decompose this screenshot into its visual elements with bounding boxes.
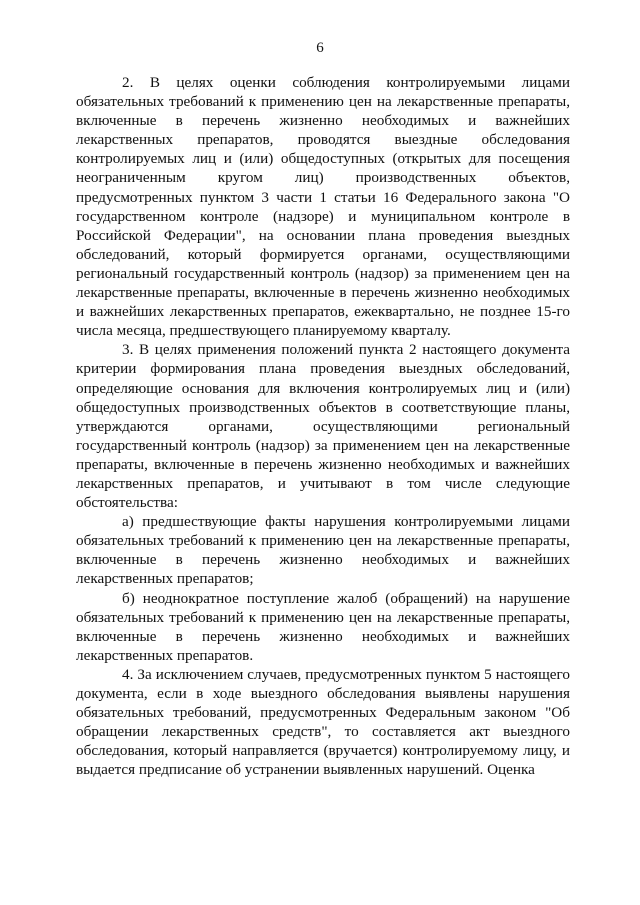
paragraph-subitem-b: б) неоднократное поступление жалоб (обращений) на нарушение обязательных требований к применению цен на лекарственные препараты, включенные в перечень жизненно необходимых и важнейших лекарственных препаратов. (76, 589, 570, 664)
paragraph-item-3: 3. В целях применения положений пункта 2 настоящего документа критерии формирования плана проведения выездных обследований, определяющие основания для включения контролируемых лиц и (или) общедоступных производственных объектов в соответствующие планы, утверждаются органами, осуществляющими региональный государственный контроль (надзор) за применением цен на лекарственные препараты, включенные в перечень жизненно необходимых и важнейших лекарственных препаратов, и учитывают в том числе следующие обстоятельства: (76, 341, 570, 512)
paragraph-item-4: 4. За исключением случаев, предусмотренных пунктом 5 настоящего документа, если в ходе выездного обследования выявлены нарушения обязательных требований, предусмотренных Федеральным законом "Об обращении лекарственных средств", то составляется акт выездного обследования, который направляется (вручается) контролируемому лицу, и выдается предписание об устранении выявленных нарушений. Оценка (76, 665, 570, 779)
paragraph-subitem-a: а) предшествующие факты нарушения контролируемыми лицами обязательных требований к применению цен на лекарственные препараты, включенные в перечень жизненно необходимых и важнейших лекарственных препаратов; (76, 513, 570, 588)
paragraph-item-2: 2. В целях оценки соблюдения контролируемыми лицами обязательных требований к применению цен на лекарственные препараты, включенные в перечень жизненно необходимых и важнейших лекарственных препаратов, проводятся выездные обследования контролируемых лиц и (или) общедоступных (открытых для посещения неограниченным кругом лиц) производственных объектов, предусмотренных пунктом 3 части 1 статьи 16 Федерального закона "О государственном контроле (надзоре) и муниципальном контроле в Российской Федерации", на основании плана проведения выездных обследований, который формируется органами, осуществляющими региональный государственный контроль (надзор) за применением цен на лекарственные препараты, включенные в перечень жизненно необходимых и важнейших лекарственных препаратов, ежеквартально, не позднее 15-го числа месяца, предшествующего планируемому кварталу. (76, 74, 570, 340)
page-number: 6 (316, 40, 324, 56)
document-body (76, 73, 570, 779)
